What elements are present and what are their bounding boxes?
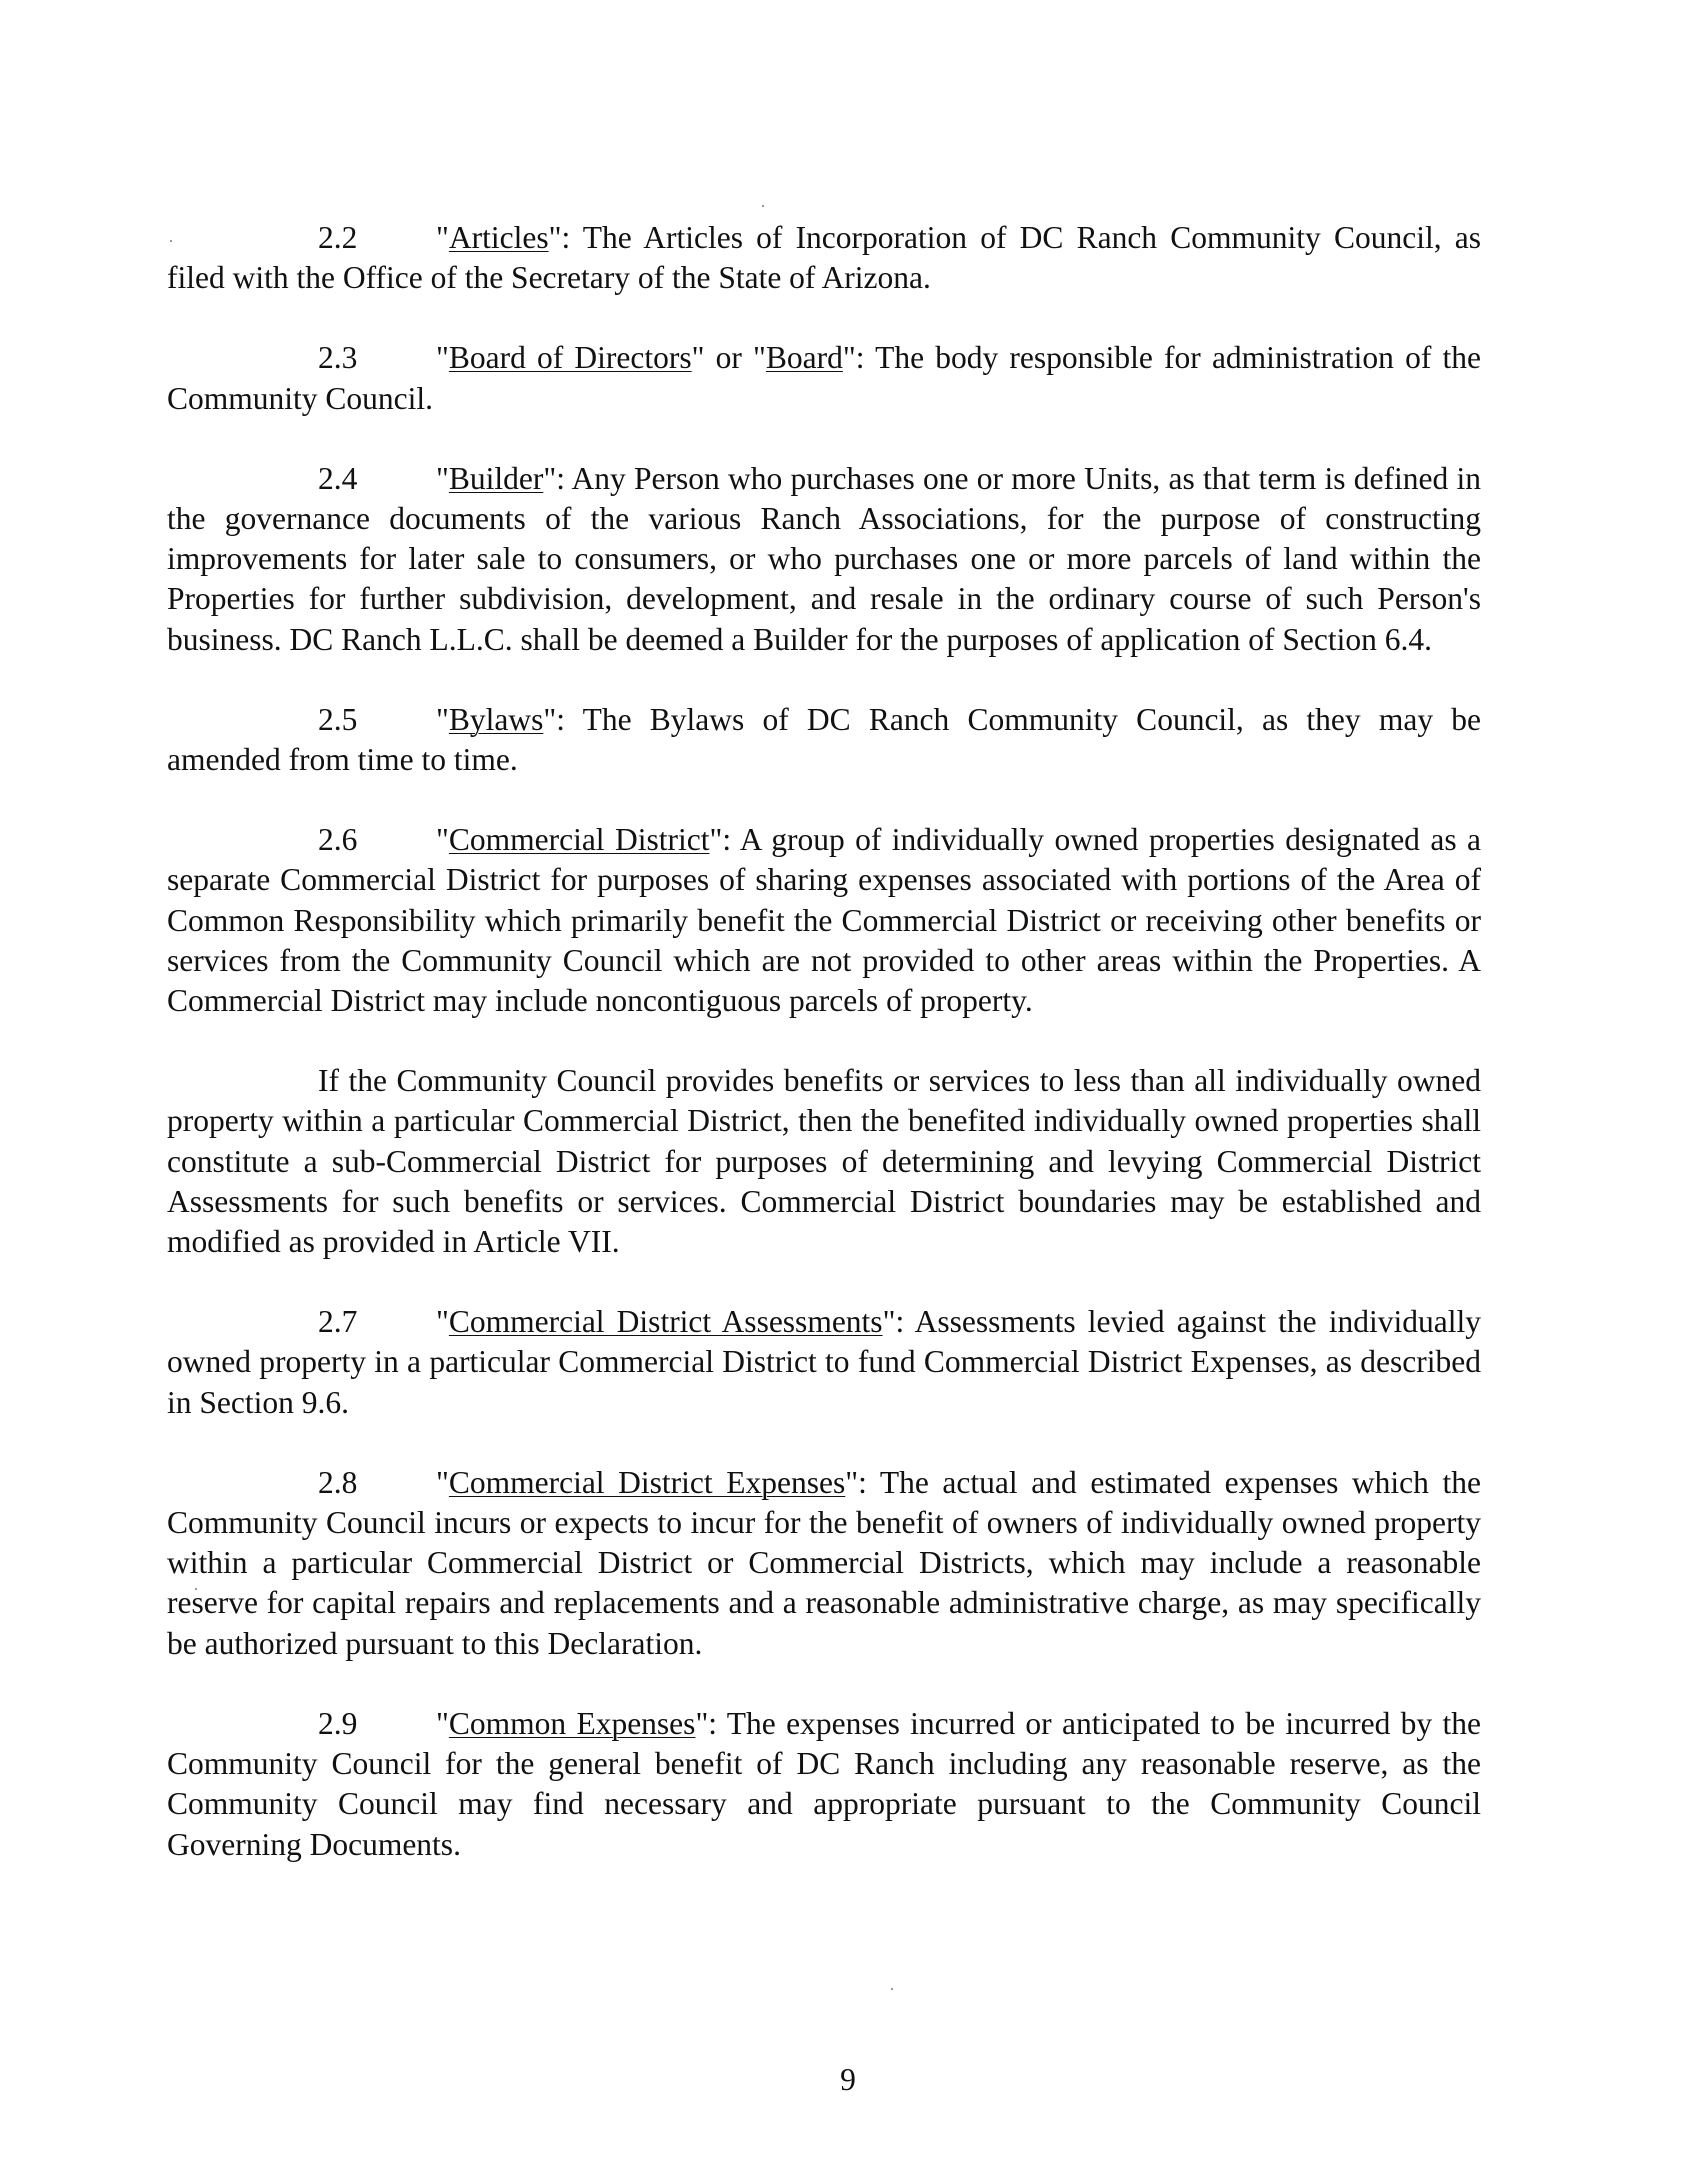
- definition-text: : A group of individually owned properties designated as a separate Commercial District for purposes of sharing expenses associated with portions of the Area of Common Responsibility which primarily benefit the Commercial District or receiving other benefits or services from the Community Council which are not provided to other areas within the Properties. A Commercial District may include noncontiguous parcels of property.: [167, 822, 1481, 1019]
- definition-text: : The Bylaws of DC Ranch Community Council, as they may be amended from time to time.: [167, 701, 1481, 778]
- section-2-2: 2.2 "Articles": The Articles of Incorporation of DC Ranch Community Council, as filed with the Office of the Secretary of the State of Arizona.: [167, 220, 1481, 296]
- scan-speck: [762, 205, 764, 207]
- section-2-3: 2.3 "Board of Directors" or "Board": The body responsible for administration of the Community Council.: [167, 340, 1481, 416]
- paragraph-text: If the Community Council provides benefits or services to less than all individually owned property within a particular Commercial District, then the benefited individually owned properties shall constitute a sub-Commercial District for purposes of determining and levying Commercial District Assessments for such benefits or services. Commercial District boundaries may be established and modified as provided in Article VII.: [167, 1063, 1481, 1260]
- document-body: [167, 218, 1481, 1905]
- section-2-8: 2.8 "Commercial District Expenses": The actual and estimated expenses which the Community Council incurs or expects to incur for the benefit of owners of individually owned property within a particular Commercial District or Commercial Districts, which may include a reasonable reserve for capital repairs and replacements and a reasonable administrative charge, as may specifically be authorized pursuant to this Declaration.: [167, 1464, 1482, 1661]
- page-number: 9: [840, 2062, 856, 2097]
- term-connector: " or ": [691, 340, 766, 376]
- section-2-4: 2.4 "Builder": Any Person who purchases one or more Units, as that term is defined in the governance documents of the various Ranch Associations, for the purpose of constructing improvements for later sale to consumers, or who purchases one or more parcels of land within the Properties for further subdivision, development, and resale in the ordinary course of such Person's business. DC Ranch L.L.C. shall be deemed a Builder for the purposes of application of Section 6.4.: [167, 460, 1481, 657]
- section-number: 2.3: [318, 340, 358, 376]
- defined-term: Commercial District: [448, 822, 710, 858]
- section-2-6-continuation: [167, 1061, 1481, 1262]
- section-number: 2.9: [318, 1705, 358, 1741]
- scan-speck: [891, 1988, 893, 1990]
- section-number: 2.6: [318, 822, 358, 858]
- defined-term: Board of Directors: [448, 340, 692, 376]
- section-2-7: 2.7 "Commercial District Assessments": Assessments levied against the individually owned property in a particular Commercial District to fund Commercial District Expenses, as described in Section 9.6.: [167, 1304, 1481, 1420]
- section-number: 2.7: [318, 1304, 358, 1340]
- defined-term: Builder: [448, 460, 544, 496]
- definition-text: : The actual and estimated expenses which the Community Council incurs or expects to incur for the benefit of owners of individually owned property within a particular Commercial District or Commercial Districts, which may include a reasonable reserve for capital repairs and replacements and a reasonable administrative charge, as may specifically be authorized pursuant to this Declaration.: [167, 1464, 1482, 1661]
- definition-text: : The expenses incurred or anticipated to be incurred by the Community Council for the general benefit of DC Ranch including any reasonable reserve, as the Community Council may find necessary and appropriate pursuant to the Community Council Governing Documents.: [167, 1705, 1481, 1862]
- defined-term-alias: Board: [765, 340, 843, 376]
- defined-term: Articles: [448, 220, 549, 255]
- defined-term: Commercial District Expenses: [448, 1464, 846, 1500]
- definition-text: : Assessments levied against the individually owned property in a particular Commercial District to fund Commercial District Expenses, as described in Section 9.6.: [167, 1304, 1481, 1420]
- defined-term: Bylaws: [448, 701, 544, 737]
- section-number: 2.2: [318, 220, 358, 255]
- definition-text: : Any Person who purchases one or more Units, as that term is defined in the governance documents of the various Ranch Associations, for the purpose of constructing improvements for later sale to consumers, or who purchases one or more parcels of land within the Properties for further subdivision, development, and resale in the ordinary course of such Person's business. DC Ranch L.L.C. shall be deemed a Builder for the purposes of application of Section 6.4.: [167, 460, 1481, 657]
- section-2-6: 2.6 "Commercial District": A group of individually owned properties designated as a separate Commercial District for purposes of sharing expenses associated with portions of the Area of Common Responsibility which primarily benefit the Commercial District or receiving other benefits or services from the Community Council which are not provided to other areas within the Properties. A Commercial District may include noncontiguous parcels of property.: [167, 822, 1481, 1019]
- section-2-9: 2.9 "Common Expenses": The expenses incurred or anticipated to be incurred by the Community Council for the general benefit of DC Ranch including any reasonable reserve, as the Community Council may find necessary and appropriate pursuant to the Community Council Governing Documents.: [167, 1705, 1481, 1862]
- section-number: 2.5: [318, 701, 358, 737]
- definition-text: : The body responsible for administration of the Community Council.: [167, 340, 1481, 416]
- section-number: 2.8: [318, 1464, 358, 1500]
- definition-text: : The Articles of Incorporation of DC Ranch Community Council, as filed with the Office of the Secretary of the State of Arizona.: [167, 220, 1481, 296]
- section-2-5: 2.5 "Bylaws": The Bylaws of DC Ranch Community Council, as they may be amended from time to time.: [167, 701, 1481, 778]
- section-number: 2.4: [318, 460, 358, 496]
- defined-term: Common Expenses: [448, 1705, 696, 1741]
- defined-term: Commercial District Assessments: [448, 1304, 883, 1340]
